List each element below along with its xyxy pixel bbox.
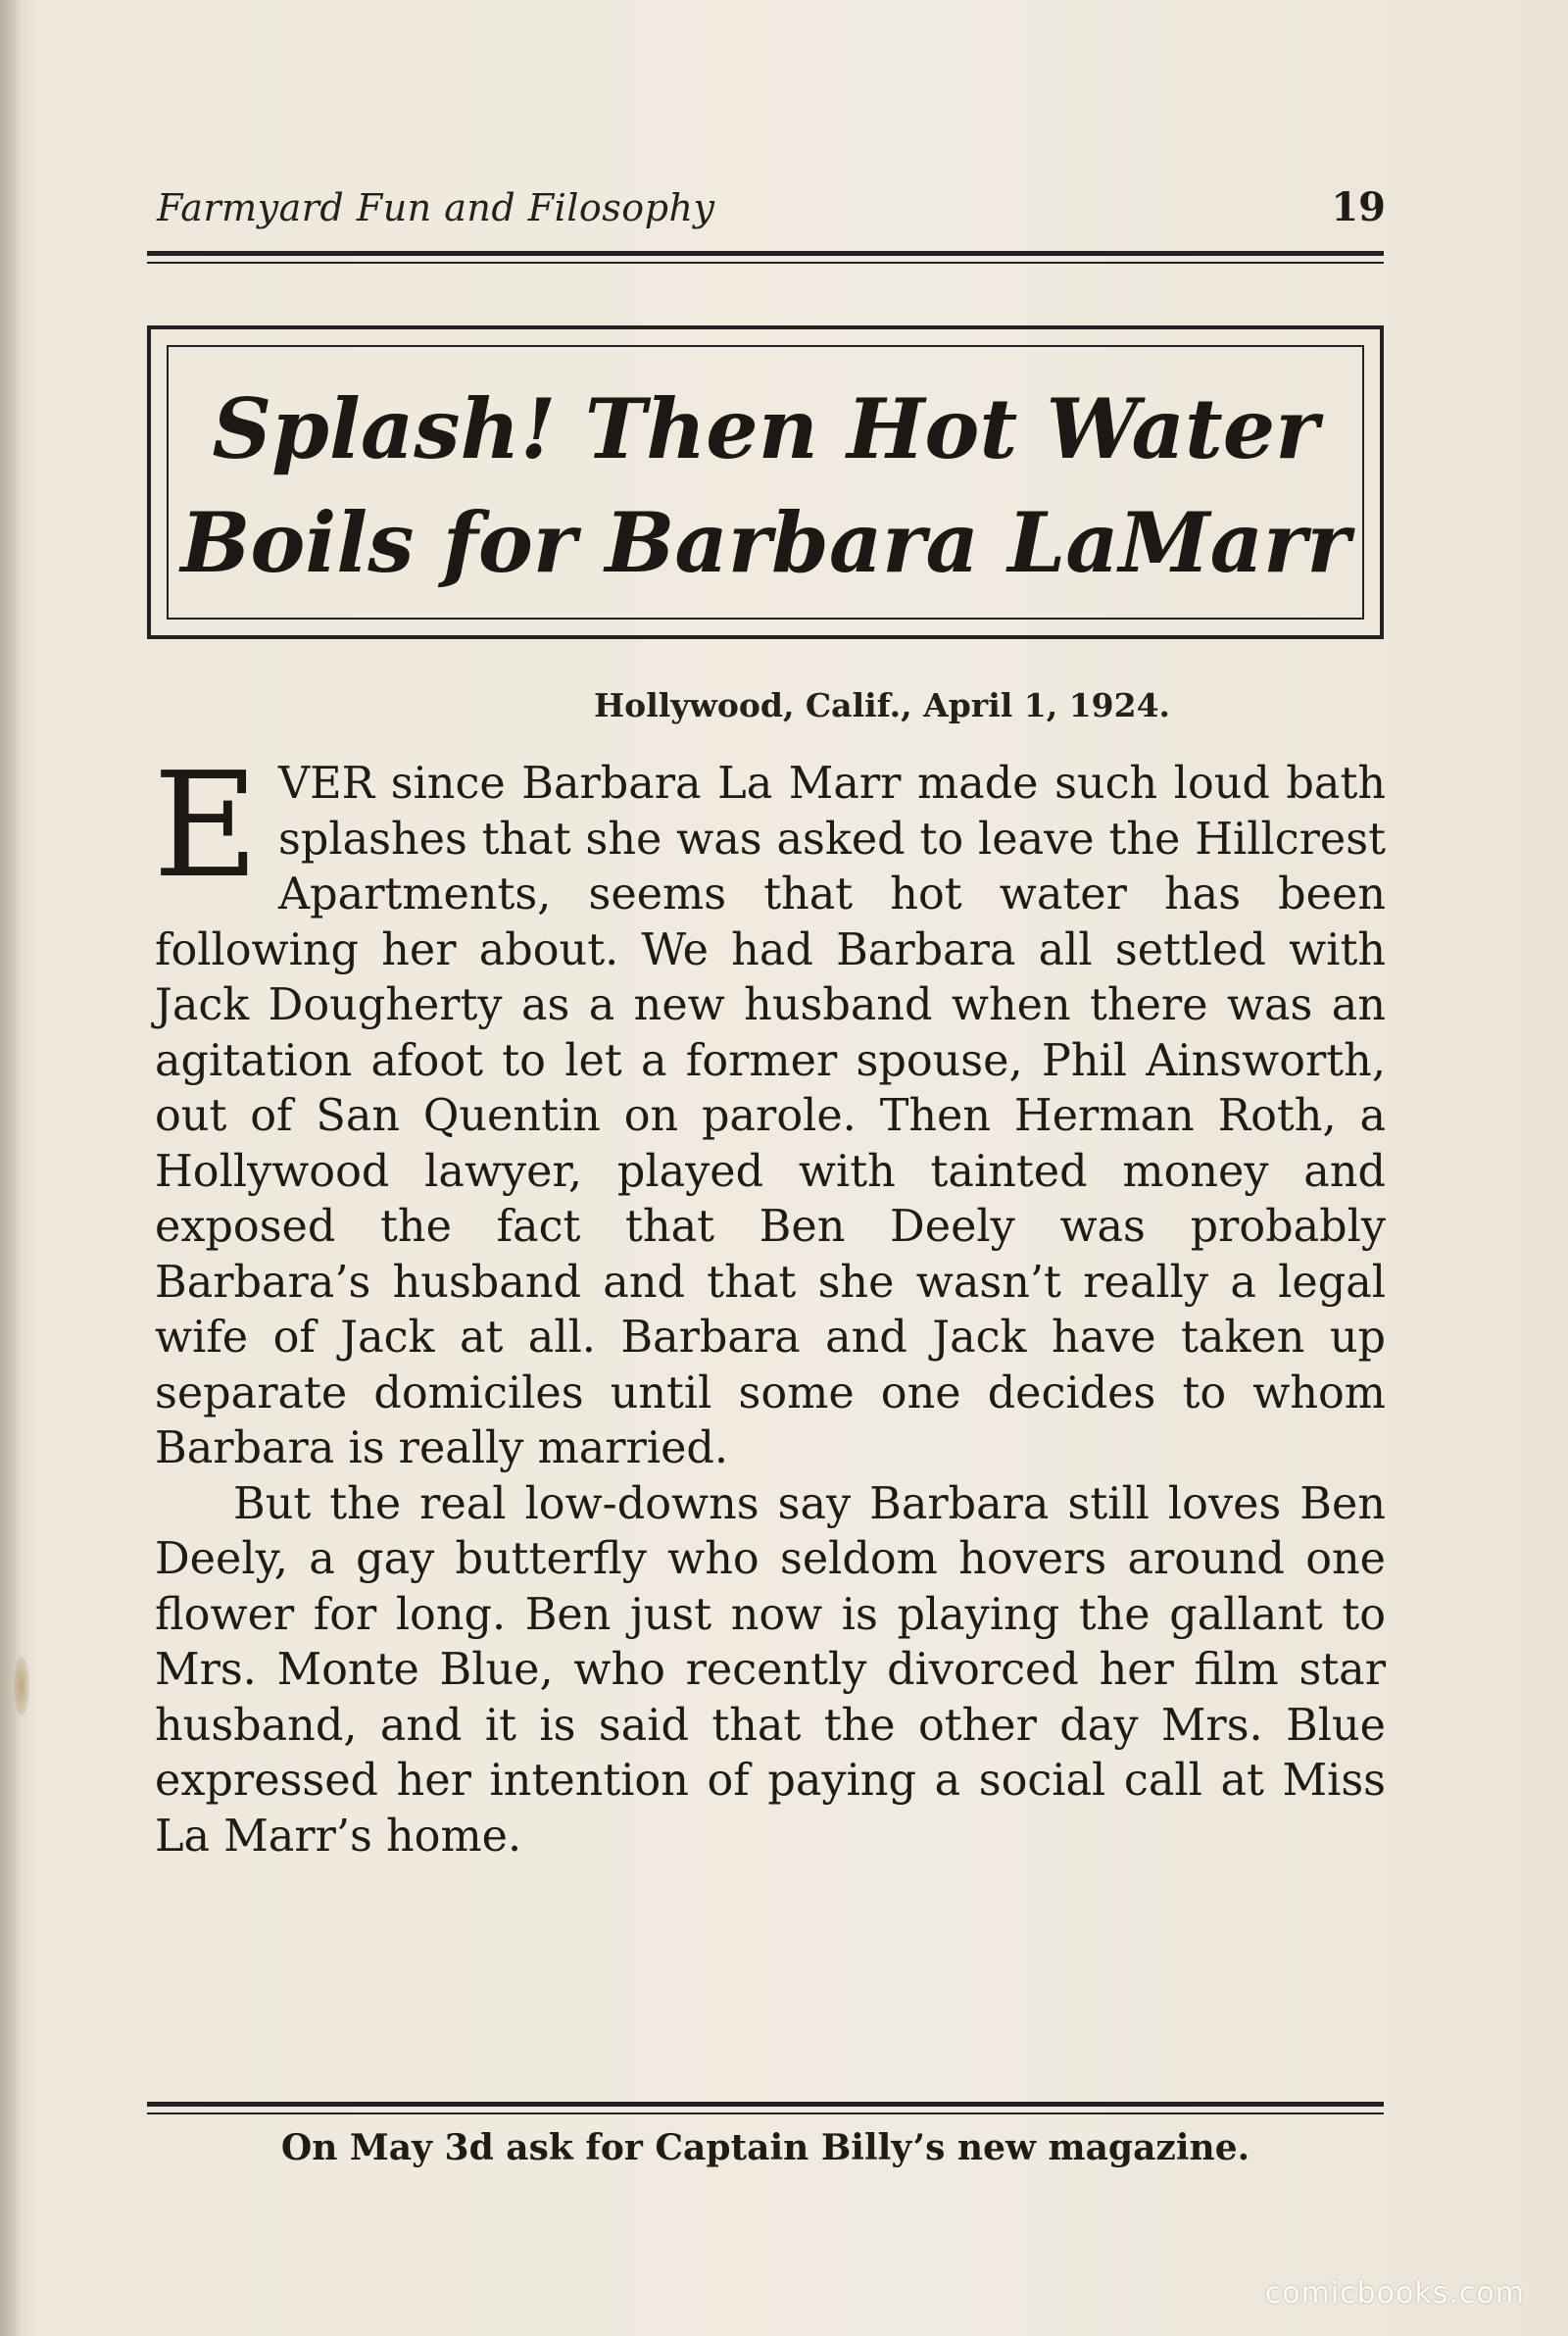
paper-stain <box>14 1657 29 1715</box>
paragraph-1-text: VER since Barbara La Marr made such loud bath splashes that she was asked to leave the Hillcrest Apartments, seems that hot water has been following her about. We had Barbara all settled with Jack Dougherty as a new husband when there was an agitation afoot to let a former spouse, Phil Ainsworth, out of San Quentin on parole. Then Herman Roth, a Hollywood lawyer, played with tainted money and exposed the fact that Ben Deely was probably Barbara’s husband and that she wasn’t really a legal wife of Jack at all. Barbara and Jack have taken up separate domiciles until some one decides to whom Barbara is really married. <box>155 759 1386 1473</box>
footer-note: On May 3d ask for Captain Billy’s new magazine. <box>280 2127 1250 2168</box>
paragraph-2: But the real low-downs say Barbara still loves Ben Deely, a gay butterfly who seldom hovers around one flower for long. Ben just now is playing the gallant to Mrs. Monte Blue, who recently divorced her film star husband, and it is said that the other day Mrs. Blue expressed her intention of paying a social call at Miss La Marr’s home. <box>155 1478 1386 1862</box>
dateline: Hollywood, Calif., April 1, 1924. <box>594 686 1171 724</box>
article-body <box>153 741 1386 1864</box>
running-head <box>155 186 1386 245</box>
headline-line-2: Boils for Barbara LaMarr <box>180 494 1350 591</box>
header-rule <box>147 251 1384 264</box>
running-title: Farmyard Fun and Filosophy <box>157 186 715 229</box>
paragraph-1 <box>153 741 1386 1477</box>
headline-inner-frame <box>167 345 1364 620</box>
footer-rule <box>147 2102 1384 2114</box>
headline-box <box>147 325 1384 639</box>
page-number: 19 <box>1331 184 1386 230</box>
watermark: comicbooks.com <box>1264 2276 1525 2311</box>
drop-cap: E <box>153 741 260 910</box>
headline-line-1: Splash! Then Hot Water <box>212 380 1319 477</box>
spine-shadow <box>0 0 22 2336</box>
